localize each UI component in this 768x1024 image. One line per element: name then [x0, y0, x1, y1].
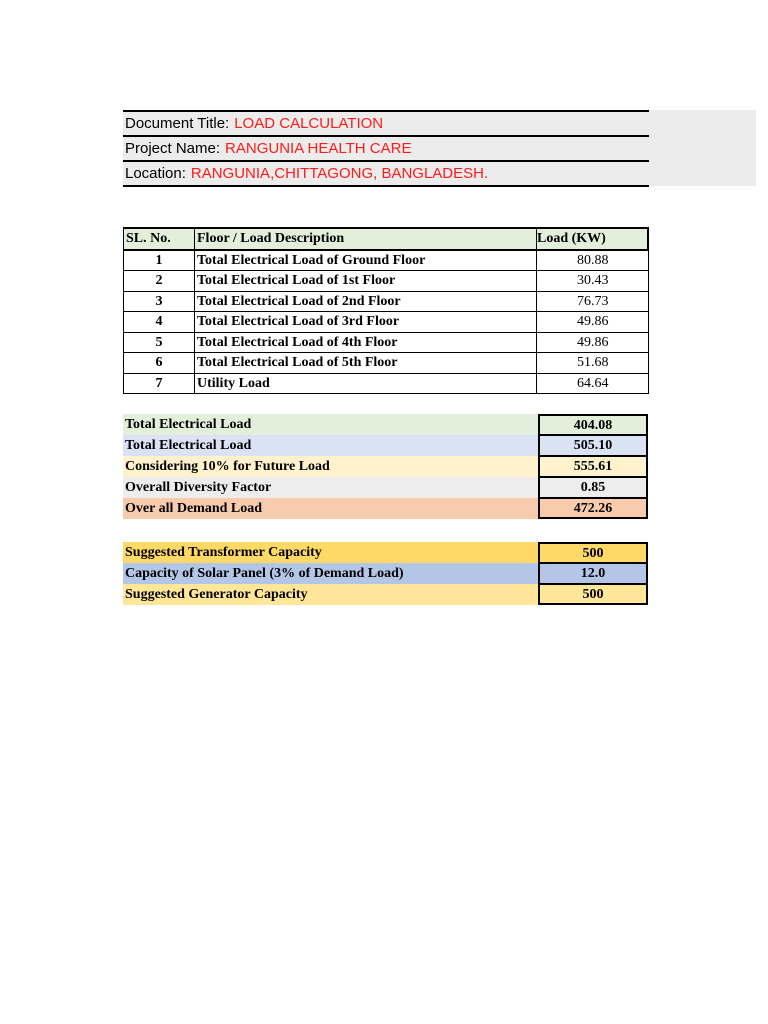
sl-cell: 3 — [124, 291, 195, 312]
summary-row-label: Considering 10% for Future Load — [123, 456, 538, 477]
capacity-row — [123, 584, 649, 605]
table-row — [124, 332, 649, 353]
project-name-row — [123, 135, 649, 160]
header-gray-fill — [648, 110, 756, 186]
sl-cell: 4 — [124, 312, 195, 333]
load-cell: 76.73 — [537, 291, 649, 312]
summary-row-value: 555.61 — [538, 456, 648, 477]
summary-row-value: 0.85 — [538, 477, 648, 498]
capacity-row-label: Suggested Generator Capacity — [123, 584, 538, 605]
project-name-label: Project Name: — [125, 140, 221, 157]
summary-row-label: Overall Diversity Factor — [123, 477, 538, 498]
summary-row-label: Total Electrical Load — [123, 435, 538, 456]
summary-row — [123, 435, 649, 456]
load-table-header-row — [124, 228, 649, 250]
location-row — [123, 160, 649, 187]
load-cell: 49.86 — [537, 332, 649, 353]
sl-cell: 5 — [124, 332, 195, 353]
description-cell: Utility Load — [195, 373, 537, 394]
description-cell: Total Electrical Load of Ground Floor — [195, 250, 537, 271]
summary-row — [123, 477, 649, 498]
capacity-row-value: 12.0 — [538, 563, 648, 584]
load-summary — [123, 414, 649, 519]
load-cell: 30.43 — [537, 271, 649, 292]
load-table — [123, 227, 649, 394]
load-cell: 49.86 — [537, 312, 649, 333]
capacity-row — [123, 563, 649, 584]
header-sl-no: SL. No. — [124, 228, 195, 250]
table-row — [124, 291, 649, 312]
header-load-kw: Load (KW) — [537, 228, 649, 250]
capacity-row-label: Capacity of Solar Panel (3% of Demand Load) — [123, 563, 538, 584]
load-cell: 51.68 — [537, 353, 649, 374]
table-row — [124, 373, 649, 394]
summary-row-value: 404.08 — [538, 414, 648, 435]
location-value: RANGUNIA,CHITTAGONG, BANGLADESH. — [190, 165, 489, 182]
sl-cell: 2 — [124, 271, 195, 292]
capacity-row — [123, 542, 649, 563]
location-label: Location: — [125, 165, 186, 182]
table-row — [124, 250, 649, 271]
description-cell: Total Electrical Load of 2nd Floor — [195, 291, 537, 312]
load-cell: 80.88 — [537, 250, 649, 271]
table-row — [124, 353, 649, 374]
document-title-label: Document Title: — [125, 115, 230, 132]
table-row — [124, 312, 649, 333]
description-cell: Total Electrical Load of 5th Floor — [195, 353, 537, 374]
summary-row-label: Over all Demand Load — [123, 498, 538, 519]
capacity-row-label: Suggested Transformer Capacity — [123, 542, 538, 563]
description-cell: Total Electrical Load of 3rd Floor — [195, 312, 537, 333]
summary-row — [123, 498, 649, 519]
sl-cell: 6 — [124, 353, 195, 374]
project-name-value: RANGUNIA HEALTH CARE — [225, 140, 412, 157]
summary-row-value: 505.10 — [538, 435, 648, 456]
capacity-summary — [123, 542, 649, 605]
description-cell: Total Electrical Load of 1st Floor — [195, 271, 537, 292]
description-cell: Total Electrical Load of 4th Floor — [195, 332, 537, 353]
summary-row-value: 472.26 — [538, 498, 648, 519]
document-title-row — [123, 110, 649, 135]
table-row — [124, 271, 649, 292]
load-cell: 64.64 — [537, 373, 649, 394]
summary-row — [123, 414, 649, 435]
summary-row-label: Total Electrical Load — [123, 414, 538, 435]
document-header — [123, 110, 649, 187]
sl-cell: 1 — [124, 250, 195, 271]
header-description: Floor / Load Description — [195, 228, 537, 250]
sl-cell: 7 — [124, 373, 195, 394]
summary-row — [123, 456, 649, 477]
capacity-row-value: 500 — [538, 584, 648, 605]
document-title-value: LOAD CALCULATION — [234, 115, 384, 132]
capacity-row-value: 500 — [538, 542, 648, 563]
